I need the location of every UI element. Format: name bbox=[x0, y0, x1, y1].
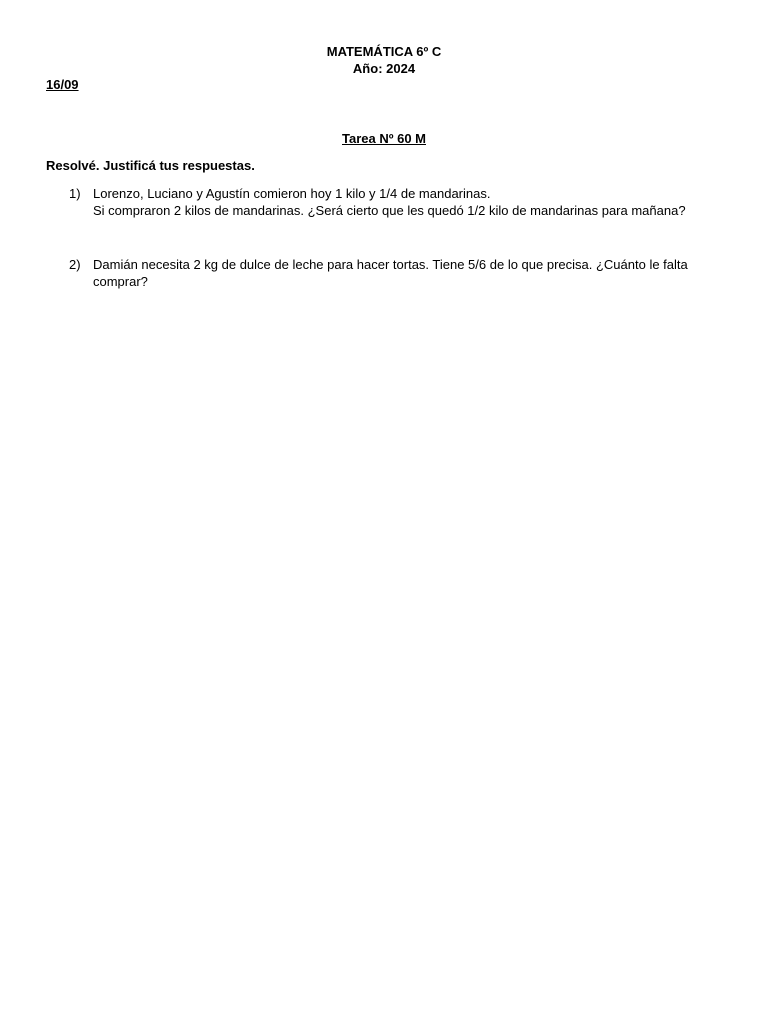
question-line: comprar? bbox=[93, 274, 148, 289]
date-label: 16/09 bbox=[46, 77, 79, 92]
question-line: Damián necesita 2 kg de dulce de leche para hacer tortas. Tiene 5/6 de lo que precisa. ¿Cuánto le falta bbox=[93, 257, 688, 272]
year-heading: Año: 2024 bbox=[352, 61, 416, 76]
task-title: Tarea Nº 60 M bbox=[342, 131, 426, 146]
question-text bbox=[93, 185, 713, 219]
question-number: 2) bbox=[69, 257, 81, 272]
instructions-text: Resolvé. Justificá tus respuestas. bbox=[46, 158, 255, 173]
question-line: Si compraron 2 kilos de mandarinas. ¿Será cierto que les quedó 1/2 kilo de mandarinas para mañana? bbox=[93, 203, 686, 218]
question-number: 1) bbox=[69, 186, 81, 201]
subject-heading: MATEMÁTICA 6º C bbox=[326, 44, 442, 59]
question-line: Lorenzo, Luciano y Agustín comieron hoy 1 kilo y 1/4 de mandarinas. bbox=[93, 186, 491, 201]
document-header bbox=[0, 43, 768, 77]
question-text bbox=[93, 256, 713, 290]
